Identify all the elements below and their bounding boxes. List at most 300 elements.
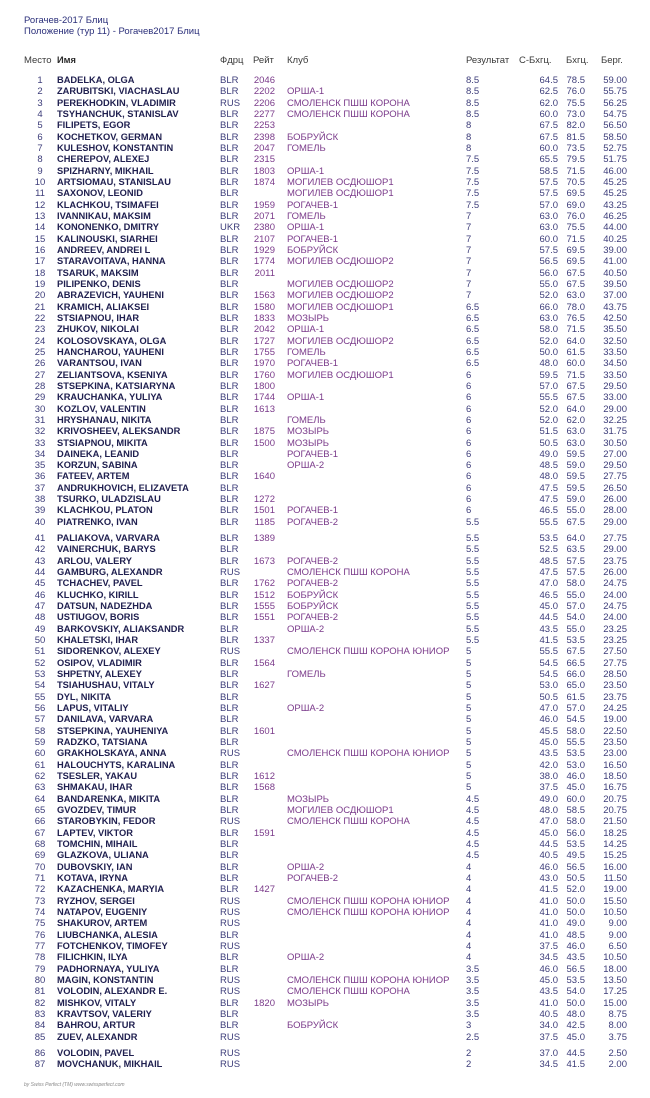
player-name-cell: HANCHAROU, YAUHENI	[57, 346, 164, 357]
sum-buchholz-cell: 41.0	[539, 918, 558, 930]
berger-cell: 20.75	[603, 805, 627, 816]
federation-cell: BLR	[220, 872, 239, 884]
player-name-cell: ARLOU, VALERY	[57, 555, 132, 566]
rating-cell: 1800	[253, 380, 275, 392]
table-row	[0, 998, 650, 1009]
place-cell: 14	[34, 222, 46, 234]
place-cell: 30	[34, 403, 46, 415]
table-row	[0, 505, 650, 516]
table-row	[0, 256, 650, 267]
federation-cell: BLR	[220, 657, 239, 669]
federation-cell: BLR	[220, 154, 239, 166]
club-cell: СМОЛЕНСК ПШШ КОРОНА	[287, 816, 410, 828]
buchholz-cell: 75.5	[566, 97, 585, 109]
result-cell: 5.5	[466, 623, 480, 635]
table-row	[0, 658, 650, 669]
rating-cell: 1512	[253, 589, 275, 601]
club-cell: МОГИЛЕВ ОСДЮШОР1	[287, 301, 394, 313]
place-cell: 8	[37, 154, 43, 166]
player-name-cell: FILIPETS, EGOR	[57, 120, 131, 131]
sum-buchholz-cell: 52.5	[539, 544, 558, 556]
place-cell: 58	[34, 725, 46, 737]
club-cell: МОГИЛЕВ ОСДЮШОР1	[287, 805, 394, 816]
standings-table	[0, 75, 650, 1071]
berger-cell: 22.50	[603, 725, 627, 737]
player-name-cell: VARANTSOU, IVAN	[57, 358, 142, 369]
berger-cell: 2.00	[608, 1059, 627, 1071]
club-cell: МОЗЫРЬ	[287, 437, 330, 449]
buchholz-cell: 54.0	[566, 612, 585, 624]
player-name-cell: KRAUCHANKA, YULIYA	[57, 392, 163, 403]
header-berger: Берг.	[601, 55, 623, 66]
place-cell: 74	[34, 906, 46, 918]
rating-cell: 1727	[253, 335, 275, 347]
player-name-cell: VOLODIN, PAVEL	[57, 1047, 135, 1058]
place-cell: 71	[34, 872, 46, 884]
result-cell: 6.5	[466, 358, 480, 370]
berger-cell: 27.75	[603, 657, 627, 669]
rating-cell: 1673	[253, 555, 275, 567]
result-cell: 6.5	[466, 324, 480, 336]
berger-cell: 3.75	[608, 1031, 627, 1043]
place-cell: 37	[34, 482, 46, 494]
player-name-cell: GLAZKOVA, ULIANA	[57, 850, 149, 861]
result-cell: 5	[466, 771, 472, 783]
club-cell: СМОЛЕНСК ПШШ КОРОНА	[287, 97, 410, 109]
header-federation: Фдрц	[220, 55, 244, 66]
player-name-cell: ZHUKOV, NIKOLAI	[57, 324, 139, 335]
federation-cell: RUS	[220, 1031, 241, 1043]
buchholz-cell: 49.0	[566, 918, 585, 930]
result-cell: 4.5	[466, 827, 480, 839]
table-row	[0, 590, 650, 601]
rating-cell: 1820	[253, 997, 275, 1009]
federation-cell: RUS	[220, 940, 241, 952]
result-cell: 6	[466, 505, 472, 517]
place-cell: 79	[34, 963, 46, 975]
berger-cell: 26.00	[603, 567, 627, 579]
berger-cell: 14.25	[603, 838, 627, 850]
result-cell: 3.5	[466, 997, 480, 1009]
berger-cell: 55.75	[603, 86, 627, 98]
federation-cell: BLR	[220, 578, 239, 590]
sum-buchholz-cell: 55.5	[539, 392, 558, 404]
table-row	[0, 556, 650, 567]
table-row	[0, 279, 650, 290]
buchholz-cell: 53.5	[566, 974, 585, 986]
sum-buchholz-cell: 52.0	[539, 335, 558, 347]
berger-cell: 31.75	[603, 426, 627, 438]
rating-cell: 2277	[253, 108, 275, 120]
table-row	[0, 494, 650, 505]
result-cell: 8.5	[466, 97, 480, 109]
buchholz-cell: 59.5	[566, 471, 585, 483]
club-cell: ГОМЕЛЬ	[287, 142, 326, 154]
sum-buchholz-cell: 57.0	[539, 199, 558, 211]
berger-cell: 46.25	[603, 210, 627, 222]
federation-cell: BLR	[220, 555, 239, 567]
berger-cell: 41.00	[603, 256, 627, 268]
place-cell: 44	[34, 567, 46, 579]
federation-cell: BLR	[220, 86, 239, 98]
club-cell: ОРША-1	[287, 86, 325, 98]
result-cell: 5	[466, 680, 472, 692]
result-cell: 6	[466, 403, 472, 415]
table-row	[0, 245, 650, 256]
place-cell: 11	[35, 188, 45, 200]
club-cell: РОГАЧЕВ-2	[287, 578, 339, 590]
table-row	[0, 873, 650, 884]
result-cell: 7	[466, 244, 472, 256]
sum-buchholz-cell: 45.0	[539, 974, 558, 986]
berger-cell: 33.50	[603, 369, 627, 381]
result-cell: 5	[466, 657, 472, 669]
place-cell: 13	[34, 210, 46, 222]
place-cell: 45	[34, 578, 46, 590]
table-row	[0, 120, 650, 131]
result-cell: 5	[466, 748, 472, 760]
rating-cell: 1500	[253, 437, 275, 449]
sum-buchholz-cell: 43.5	[539, 986, 558, 998]
player-name-cell: USTIUGOV, BORIS	[57, 612, 140, 623]
berger-cell: 34.50	[603, 358, 627, 370]
table-row	[0, 544, 650, 555]
place-cell: 76	[34, 929, 46, 941]
federation-cell: RUS	[220, 1059, 241, 1071]
buchholz-cell: 70.5	[566, 176, 585, 188]
berger-cell: 26.00	[603, 494, 627, 506]
club-cell: МОГИЛЕВ ОСДЮШОР2	[287, 335, 394, 347]
buchholz-cell: 58.5	[566, 805, 585, 816]
federation-cell: RUS	[220, 895, 241, 907]
berger-cell: 2.50	[608, 1047, 627, 1059]
berger-cell: 24.00	[603, 612, 627, 624]
federation-cell: BLR	[220, 827, 239, 839]
place-cell: 16	[34, 244, 46, 256]
result-cell: 7	[466, 233, 472, 245]
buchholz-cell: 67.5	[566, 646, 585, 658]
place-cell: 34	[34, 448, 46, 460]
sum-buchholz-cell: 44.5	[539, 838, 558, 850]
result-cell: 4	[466, 872, 472, 884]
sum-buchholz-cell: 53.5	[539, 533, 558, 545]
club-cell: ГОМЕЛЬ	[287, 414, 326, 426]
buchholz-cell: 58.0	[566, 578, 585, 590]
club-cell: БОБРУЙСК	[287, 1020, 339, 1032]
buchholz-cell: 60.0	[566, 358, 585, 370]
buchholz-cell: 45.0	[566, 1031, 585, 1043]
berger-cell: 43.75	[603, 301, 627, 313]
rating-cell: 1564	[253, 657, 275, 669]
rating-cell: 1601	[253, 725, 275, 737]
berger-cell: 9.00	[608, 929, 627, 941]
player-name-cell: SAXONOV, LEONID	[57, 188, 143, 199]
buchholz-cell: 53.0	[566, 759, 585, 771]
buchholz-cell: 56.5	[566, 963, 585, 975]
place-cell: 1	[37, 75, 43, 86]
rating-cell: 1760	[253, 369, 275, 381]
federation-cell: RUS	[220, 567, 241, 579]
place-cell: 33	[34, 437, 46, 449]
place-cell: 84	[34, 1020, 46, 1032]
federation-cell: BLR	[220, 669, 239, 681]
result-cell: 4	[466, 918, 472, 930]
federation-cell: RUS	[220, 748, 241, 760]
table-row	[0, 748, 650, 759]
berger-cell: 13.50	[603, 974, 627, 986]
place-cell: 48	[34, 612, 46, 624]
federation-cell: BLR	[220, 850, 239, 862]
result-cell: 7	[466, 278, 472, 290]
federation-cell: BLR	[220, 589, 239, 601]
buchholz-cell: 67.5	[566, 278, 585, 290]
federation-cell: BLR	[220, 1008, 239, 1020]
place-cell: 20	[34, 290, 46, 302]
player-name-cell: STAROBYKIN, FEDOR	[57, 816, 156, 827]
club-cell: РОГАЧЕВ-2	[287, 872, 339, 884]
place-cell: 70	[34, 861, 46, 873]
berger-cell: 58.50	[603, 131, 627, 143]
table-row	[0, 760, 650, 771]
club-cell: МОГИЛЕВ ОСДЮШОР1	[287, 369, 394, 381]
player-name-cell: BAHROU, ARTUR	[57, 1020, 136, 1031]
federation-cell: UKR	[220, 222, 241, 234]
sum-buchholz-cell: 43.5	[539, 623, 558, 635]
sum-buchholz-cell: 63.0	[539, 222, 558, 234]
sum-buchholz-cell: 45.5	[539, 725, 558, 737]
sum-buchholz-cell: 43.5	[539, 748, 558, 760]
federation-cell: BLR	[220, 75, 239, 86]
sum-buchholz-cell: 34.5	[539, 952, 558, 964]
result-cell: 5	[466, 646, 472, 658]
result-cell: 6	[466, 482, 472, 494]
club-cell: БОБРУЙСК	[287, 601, 339, 613]
federation-cell: BLR	[220, 793, 239, 805]
sum-buchholz-cell: 63.0	[539, 312, 558, 324]
player-name-cell: MISHKOV, VITALY	[57, 997, 137, 1008]
table-row	[0, 222, 650, 233]
sum-buchholz-cell: 57.0	[539, 380, 558, 392]
berger-cell: 24.75	[603, 578, 627, 590]
table-row	[0, 964, 650, 975]
player-name-cell: ARTSIOMAU, STANISLAU	[57, 176, 171, 187]
berger-cell: 23.25	[603, 635, 627, 647]
rating-cell: 1501	[253, 505, 275, 517]
place-cell: 19	[34, 278, 46, 290]
player-name-cell: ZUEV, ALEXANDR	[57, 1031, 138, 1042]
result-cell: 6	[466, 460, 472, 472]
place-cell: 52	[34, 657, 46, 669]
footer-credit: by Swiss Perfect (TM) www.swissperfect.com	[24, 1082, 125, 1088]
berger-cell: 29.00	[603, 403, 627, 415]
berger-cell: 27.75	[603, 533, 627, 545]
buchholz-cell: 75.5	[566, 222, 585, 234]
place-cell: 43	[34, 555, 46, 567]
berger-cell: 19.00	[603, 884, 627, 896]
player-name-cell: ANDREEV, ANDREI L	[57, 244, 151, 255]
rating-cell: 1613	[253, 403, 275, 415]
berger-cell: 18.50	[603, 771, 627, 783]
table-row	[0, 1009, 650, 1020]
result-cell: 7	[466, 267, 472, 279]
sum-buchholz-cell: 47.0	[539, 703, 558, 715]
buchholz-cell: 57.5	[566, 567, 585, 579]
table-row	[0, 109, 650, 120]
berger-cell: 16.50	[603, 759, 627, 771]
player-name-cell: SHAKUROV, ARTEM	[57, 918, 148, 929]
table-row	[0, 75, 650, 86]
buchholz-cell: 42.5	[566, 1020, 585, 1032]
player-name-cell: DAINEKA, LEANID	[57, 448, 140, 459]
rating-cell: 2398	[253, 131, 275, 143]
result-cell: 6	[466, 448, 472, 460]
buchholz-cell: 63.0	[566, 290, 585, 302]
player-name-cell: KAZACHENKA, MARYIA	[57, 884, 165, 895]
place-cell: 25	[34, 346, 46, 358]
result-cell: 3.5	[466, 986, 480, 998]
berger-cell: 21.50	[603, 816, 627, 828]
berger-cell: 26.50	[603, 482, 627, 494]
result-cell: 5	[466, 725, 472, 737]
berger-cell: 46.00	[603, 165, 627, 177]
berger-cell: 45.25	[603, 176, 627, 188]
player-name-cell: LAPTEV, VIKTOR	[57, 827, 133, 838]
result-cell: 8	[466, 142, 472, 154]
result-cell: 6.5	[466, 335, 480, 347]
player-name-cell: VOLODIN, ALEXANDR E.	[57, 986, 168, 997]
place-cell: 23	[34, 324, 46, 336]
buchholz-cell: 67.5	[566, 380, 585, 392]
sum-buchholz-cell: 37.5	[539, 782, 558, 794]
sum-buchholz-cell: 65.5	[539, 154, 558, 166]
place-cell: 28	[34, 380, 46, 392]
rating-cell: 1874	[253, 176, 275, 188]
federation-cell: RUS	[220, 986, 241, 998]
rating-cell: 1929	[253, 244, 275, 256]
table-row	[0, 404, 650, 415]
player-name-cell: KULESHOV, KONSTANTIN	[57, 142, 174, 153]
sum-buchholz-cell: 45.0	[539, 827, 558, 839]
berger-cell: 56.25	[603, 97, 627, 109]
player-name-cell: LAPUS, VITALIY	[57, 703, 129, 714]
result-cell: 3	[466, 1020, 472, 1032]
result-cell: 3.5	[466, 1008, 480, 1020]
buchholz-cell: 60.0	[566, 793, 585, 805]
club-cell: РОГАЧЕВ-1	[287, 358, 339, 370]
federation-cell: RUS	[220, 974, 241, 986]
sum-buchholz-cell: 41.5	[539, 635, 558, 647]
rating-cell: 1762	[253, 578, 275, 590]
berger-cell: 15.00	[603, 997, 627, 1009]
buchholz-cell: 64.0	[566, 335, 585, 347]
buchholz-cell: 41.5	[566, 1059, 585, 1071]
place-cell: 2	[37, 86, 43, 98]
sum-buchholz-cell: 56.5	[539, 256, 558, 268]
club-cell: РОГАЧЕВ-1	[287, 233, 339, 245]
rating-cell: 1568	[253, 782, 275, 794]
federation-cell: BLR	[220, 380, 239, 392]
federation-cell: RUS	[220, 816, 241, 828]
player-name-cell: MAGIN, KONSTANTIN	[57, 974, 154, 985]
place-cell: 55	[34, 691, 46, 703]
result-cell: 5	[466, 714, 472, 726]
berger-cell: 54.75	[603, 108, 627, 120]
club-cell: РОГАЧЕВ-1	[287, 448, 339, 460]
place-cell: 64	[34, 793, 46, 805]
club-cell: СМОЛЕНСК ПШШ КОРОНА ЮНИОР	[287, 906, 450, 918]
buchholz-cell: 54.0	[566, 986, 585, 998]
table-row	[0, 601, 650, 612]
player-name-cell: RYZHOV, SERGEI	[57, 895, 135, 906]
player-name-cell: VAINERCHUK, BARYS	[57, 544, 156, 555]
place-cell: 67	[34, 827, 46, 839]
buchholz-cell: 71.5	[566, 165, 585, 177]
buchholz-cell: 82.0	[566, 120, 585, 132]
sum-buchholz-cell: 40.5	[539, 1008, 558, 1020]
header-place: Место	[24, 55, 52, 66]
sum-buchholz-cell: 55.5	[539, 646, 558, 658]
buchholz-cell: 65.0	[566, 680, 585, 692]
federation-cell: BLR	[220, 256, 239, 268]
place-cell: 73	[34, 895, 46, 907]
berger-cell: 18.00	[603, 963, 627, 975]
federation-cell: BLR	[220, 324, 239, 336]
buchholz-cell: 76.5	[566, 312, 585, 324]
federation-cell: BLR	[220, 805, 239, 816]
federation-cell: BLR	[220, 244, 239, 256]
federation-cell: RUS	[220, 1047, 241, 1059]
result-cell: 5.5	[466, 578, 480, 590]
sum-buchholz-cell: 64.5	[539, 75, 558, 86]
buchholz-cell: 71.5	[566, 369, 585, 381]
federation-cell: BLR	[220, 516, 239, 528]
result-cell: 5.5	[466, 533, 480, 545]
buchholz-cell: 64.0	[566, 533, 585, 545]
player-name-cell: ABRAZEVICH, YAUHENI	[57, 290, 164, 301]
club-cell: ГОМЕЛЬ	[287, 210, 326, 222]
sum-buchholz-cell: 46.0	[539, 963, 558, 975]
sum-buchholz-cell: 59.5	[539, 369, 558, 381]
place-cell: 47	[34, 601, 46, 613]
buchholz-cell: 53.5	[566, 838, 585, 850]
sum-buchholz-cell: 41.5	[539, 884, 558, 896]
player-name-cell: KOZLOV, VALENTIN	[57, 403, 146, 414]
result-cell: 6	[466, 414, 472, 426]
buchholz-cell: 61.5	[566, 346, 585, 358]
place-cell: 15	[34, 233, 46, 245]
sum-buchholz-cell: 60.0	[539, 233, 558, 245]
buchholz-cell: 67.5	[566, 267, 585, 279]
result-cell: 5	[466, 669, 472, 681]
sum-buchholz-cell: 47.0	[539, 578, 558, 590]
federation-cell: BLR	[220, 997, 239, 1009]
federation-cell: BLR	[220, 403, 239, 415]
table-row	[0, 907, 650, 918]
place-cell: 77	[34, 940, 46, 952]
federation-cell: BLR	[220, 691, 239, 703]
table-row	[0, 986, 650, 997]
table-row	[0, 517, 650, 528]
federation-cell: BLR	[220, 369, 239, 381]
buchholz-cell: 78.0	[566, 301, 585, 313]
berger-cell: 27.75	[603, 471, 627, 483]
buchholz-cell: 55.5	[566, 737, 585, 749]
place-cell: 49	[34, 623, 46, 635]
result-cell: 5.5	[466, 589, 480, 601]
player-name-cell: STSIAPNOU, IHAR	[57, 312, 140, 323]
result-cell: 5	[466, 782, 472, 794]
player-name-cell: FATEEV, ARTEM	[57, 471, 130, 482]
